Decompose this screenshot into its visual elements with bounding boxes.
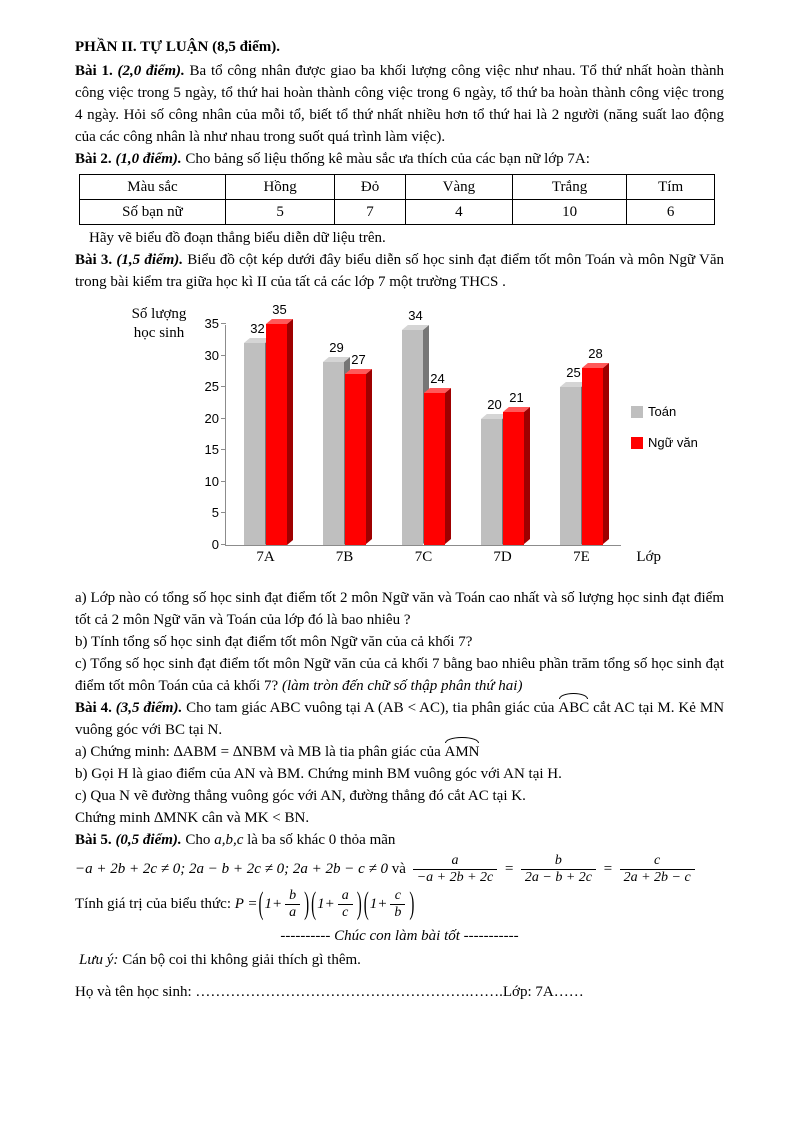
table-value-row [80,200,715,225]
conditions-expression: −a + 2b + 2c ≠ 0; 2a − b + 2c ≠ 0; 2a + 2b − c ≠ 0 [75,860,389,877]
legend-label: Ngữ văn [648,435,698,450]
y-tick-label: 15 [204,442,219,457]
bar-7D-toan [481,419,502,545]
problem-3-question-c-note: (làm tròn đến chữ số thập phân thứ hai) [281,678,523,694]
y-tick-mark [221,512,226,513]
legend-item [631,432,698,454]
y-tick-label: 10 [204,473,219,489]
left-paren: ( [363,887,369,922]
fraction-3-den: 2a + 2b − c [620,869,695,886]
problem-4-question-a [75,741,724,763]
right-paren: ) [304,887,310,922]
problem-2-body: Cho bảng số liệu thống kê màu sắc ưa thích của các bạn nữ lớp 7A: [185,151,590,167]
problem-4-body-pre: Cho tam giác ABC vuông tại A (AB < AC), tia phân giác của [186,700,555,716]
bar-side-face [524,407,530,544]
exam-note-label: Lưu ý: [79,952,119,968]
factor-2-num: a [341,888,349,903]
bar-value-label: 35 [272,302,287,317]
table-cell: Số bạn nữ [80,200,226,225]
problem-4-points: (3,5 điểm). [115,700,183,716]
legend-label: Toán [648,404,677,419]
exam-note-body: Cán bộ coi thi không giải thích gì thêm. [122,952,361,968]
y-tick-label: 25 [204,379,219,394]
bar-side-face [287,319,293,545]
chart-y-axis-title: Số lượng học sinh [131,306,187,341]
bar-side-face [366,369,372,544]
problem-5-expression [75,888,724,921]
fraction-1-den: −a + 2b + 2c [413,869,498,886]
problem-2-label: Bài 2. [75,151,112,167]
bar-7C-ngu-van [424,393,445,544]
factor-1-den: a [285,904,300,921]
bar-value-label: 20 [487,396,502,412]
p-equals: P = [234,895,258,912]
problem-3-question-b: b) Tính tổng số học sinh đạt điểm tốt môn Ngữ văn của cả khối 7? [75,634,473,650]
y-tick-mark [221,386,226,387]
problem-5-variables: a,b,c [214,832,244,848]
table-header-row [80,175,715,200]
bar-value-label: 21 [509,390,524,406]
table-cell: 4 [405,200,512,225]
right-paren: ) [356,887,362,922]
problem-3-label: Bài 3. [75,252,113,268]
problem-3-question-c-text: c) Tổng số học sinh đạt điểm tốt môn Ngữ văn của cả khối 7 bằng bao nhiêu phần trăm tổng số học sinh đạt điểm tốt môn Toán của cả khối 7? [75,656,724,694]
y-tick-label: 30 [204,347,219,363]
y-tick-label: 0 [211,536,219,552]
bar-7A-toan [244,343,265,545]
bar-value-label: 25 [566,365,581,380]
problem-5-points: (0,5 điểm). [115,832,182,848]
one-plus: 1+ [264,895,283,912]
exam-note [75,949,724,971]
bar-value-label: 29 [329,339,344,355]
chart-legend [631,401,698,463]
y-tick-mark [221,544,226,545]
fraction-2 [521,853,596,886]
y-tick-mark [221,355,226,356]
table-cell: 5 [226,200,335,225]
legend-marker [631,406,643,418]
table-cell: 6 [627,200,715,225]
problem-3-question-c [75,653,724,697]
problem-5-intro [75,829,724,851]
problem-1-points: (2,0 điểm). [117,63,185,79]
problem-4-intro [75,697,724,741]
bar-7E-ngu-van [582,368,603,544]
table-cell: Màu sắc [80,175,226,200]
problem-5-body-pre: Cho [185,832,211,848]
equals-sign: = [504,860,515,877]
problem-4-label: Bài 4. [75,700,112,716]
bar-value-label: 27 [351,352,366,368]
problem-5-conditions [75,853,724,886]
y-tick-label: 35 [204,316,219,331]
conditions-va: và [391,860,406,877]
factor-fraction-1 [285,888,300,921]
problem-5-body-post: là ba số khác 0 thỏa mãn [247,832,396,848]
angle-amn: AMN [444,741,479,763]
bar-value-label: 34 [408,308,423,324]
problem-1-body: Ba tổ công nhân được giao ba khối lượng công việc như nhau. Tổ thứ nhất hoàn thành công việc trong 5 ngày, tổ thứ hai hoàn thành công việc trong 6 ngày, tổ thứ ba hoàn thành công việc trong 4 ngày. Hỏi số công nhân của mỗi tổ, biết tổ thứ nhất nhiều hơn tổ thứ hai là 2 người (năng suất lao động của các công nhân là như nhau trong suốt quá trình làm việc). [75,63,725,145]
closing-wish: ---------- Chúc con làm bài tốt ----------- [280,928,519,944]
color-survey-table [79,174,715,225]
one-plus: 1+ [369,895,388,912]
left-paren: ( [258,887,264,922]
bar-7B-toan [323,362,344,545]
angle-abc: ABC [558,697,589,719]
chart-plot-area [204,302,661,565]
bar-side-face [603,363,609,544]
x-category-label: 7D [493,548,512,565]
compute-label: Tính giá trị của biểu thức: [75,895,231,912]
bar-7C-toan [402,330,423,544]
table-cell: Trắng [512,175,626,200]
problem-2-intro [75,148,724,170]
fraction-2-num: b [554,853,562,868]
fraction-3-num: c [654,853,661,868]
y-tick-mark [221,323,226,324]
section-title: PHẦN II. TỰ LUẬN (8,5 điểm). [75,39,280,55]
bar-7A-ngu-van [266,324,287,545]
table-cell: 10 [512,200,626,225]
bar-7E-toan [560,387,581,545]
problem-3-points: (1,5 điểm). [116,252,184,268]
student-name-line: Họ và tên học sinh: ……………………………………………….…….Lớp: 7A…… [75,984,584,1000]
table-cell: Đỏ [335,175,406,200]
problem-4-question-a-text: a) Chứng minh: ∆ABM = ∆NBM và MB là tia phân giác của [75,744,441,760]
exam-page [75,36,724,1003]
table-cell: Vàng [405,175,512,200]
legend-marker [631,437,643,449]
one-plus: 1+ [317,895,335,912]
x-category-label: 7A [256,548,275,565]
problem-2-outro: Hãy vẽ biểu đồ đoạn thẳng biểu diễn dữ liệu trên. [89,230,386,246]
x-category-label: 7B [335,548,354,565]
x-category-label: 7E [573,548,590,565]
bar-7D-ngu-van [503,412,524,544]
problem-4-question-c: c) Qua N vẽ đường thẳng vuông góc với AN, đường thẳng đó cắt AC tại K. [75,788,526,804]
bar-7B-ngu-van [345,374,366,544]
table-cell: 7 [335,200,406,225]
y-tick-label: 5 [211,505,219,520]
legend-item [631,401,698,423]
problem-4-question-b: b) Gọi H là giao điểm của AN và BM. Chứng minh BM vuông góc với AN tại H. [75,766,562,782]
bar-chart [75,299,724,581]
y-tick-mark [221,418,226,419]
factor-3-den: b [390,904,405,921]
fraction-3 [620,853,695,886]
problem-3-question-a: a) Lớp nào có tổng số học sinh đạt điểm tốt 2 môn Ngữ văn và Toán cao nhất và số lượng học sinh đạt điểm tốt cả 2 môn Ngữ văn và Toán của lớp đó là bao nhiêu ? [75,590,724,628]
problem-5-label: Bài 5. [75,832,112,848]
factor-3-num: c [394,888,401,903]
problem-3-intro [75,249,724,293]
problem-1-label: Bài 1. [75,63,113,79]
table-cell: Tím [627,175,715,200]
equals-sign: = [602,860,613,877]
factor-fraction-2 [338,888,353,921]
fraction-2-den: 2a − b + 2c [521,869,596,886]
problem-1 [75,60,724,148]
problem-4-body-post: cắt AC tại M. Kẻ MN vuông góc với BC tại N. [75,700,725,738]
left-paren: ( [311,887,317,922]
problem-3-body: Biểu đồ cột kép dưới đây biểu diễn số học sinh đạt điểm tốt môn Toán và môn Ngữ Văn trong bài kiểm tra giữa học kì II của tất cả các lớp 7 một trường THCS . [75,252,725,290]
factor-fraction-3 [390,888,405,921]
y-tick-mark [221,481,226,482]
bar-value-label: 28 [588,346,603,362]
bar-value-label: 32 [250,320,265,336]
fraction-1 [413,853,498,886]
problem-2-points: (1,0 điểm). [115,151,182,167]
factor-2-den: c [338,904,353,921]
y-tick-mark [221,449,226,450]
right-paren: ) [409,887,415,922]
bar-value-label: 24 [430,371,445,387]
table-cell: Hồng [226,175,335,200]
bar-side-face [445,388,451,544]
fraction-1-num: a [451,853,459,868]
x-category-label: 7C [414,548,433,565]
y-tick-label: 20 [204,410,219,426]
factor-1-num: b [289,888,297,903]
problem-4-question-c2: Chứng minh ∆MNK cân và MK < BN. [75,810,310,826]
chart-x-axis-title: Lớp [636,548,661,565]
